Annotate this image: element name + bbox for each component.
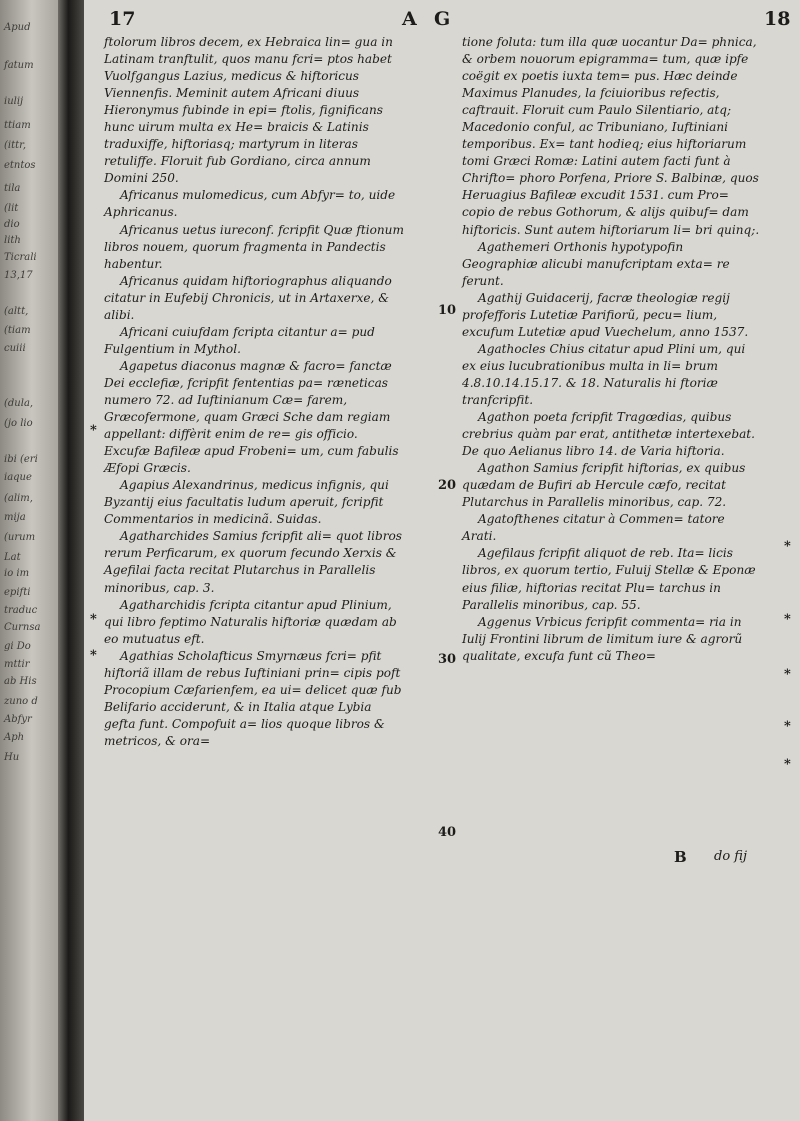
margin-mark: * [784, 612, 791, 627]
gutter-fragment: Ticrali [4, 252, 37, 263]
gutter-fragment: (urum [4, 532, 36, 543]
entry-paragraph: tione foluta: tum illa quæ uocantur Da= phnica, & orbem nouorum epigramma= tum, quæ ipfe coëgit ex poetis iuxta tem= pus. Hæc deinde Maximus Planudes, la fciuioribus refectis, caftrauit. Floruit cum Paulo Silentiario, atq; Macedonio conful, ac Tribuniano, Iuftiniani temporibus. Ex= tant hodieq; eius hiftoriarum tomi Græci Romæ: Latini autem facti funt à Chrifto= phoro Porfena, Priore S. Balbinæ, quos Heruagius Bafileæ excudit 1531. cum Pro= copio de rebus Gothorum, & alijs quibuf= dam hiftoricis. Sunt autem hiftoriarum li= bri quinq;. [462, 35, 760, 237]
margin-mark: * [784, 667, 791, 682]
gutter-fragment: (dula, [4, 398, 34, 409]
entry-paragraph: Africanus quidam hiftoriographus aliquando citatur in Eufebij Chronicis, ut in Artaxerxe, & alibi. [104, 273, 392, 322]
gutter-fragment: gi Do [4, 641, 31, 652]
entry-paragraph: Agathon poeta fcripfit Tragœdias, quibus crebrius quàm par erat, antithetæ intertexebat. De quo Aelianus libro 14. de Varia hiftoria. [462, 410, 755, 459]
entry-paragraph: Agapetus diaconus magnæ & facro= fanctæ Dei ecclefiæ, fcripfit fententias pa= ræneticas numero 72. ad Iuftinianum Cæ= farem, Græcofermone, quam Græci Sche dam regiam appellant: diffèrit enim de re= gis officio. Excufæ Bafileæ apud Frobeni= um, cum fabulis Æfopi Græcis. [104, 358, 399, 476]
gutter-fragment: tila [4, 183, 21, 194]
gutter-fragment: Curnsa [4, 622, 41, 633]
gutter-fragment: io im [4, 568, 30, 579]
entry-paragraph: ftolorum libros decem, ex Hebraica lin= gua in Latinam tranftulit, quos manu fcri= ptos habet Vuolfgangus Lazius, medicus & hiftoricus Viennenfis. Meminit autem Africani diuus Hieronymus fubinde in epi= ftolis, fignificans hunc uirum multa ex He= braicis & Latinis traduxiffe, hiftoriasq; martyrum in literas retuliffe. Floruit fub Gordiano, circa annum Domini 250. [104, 35, 393, 186]
gutter-fragment: lith [4, 235, 21, 246]
line-number: 20 [438, 478, 457, 493]
entry-paragraph: Agathij Guidacerij, facræ theologiæ regij profefforis Lutetiæ Parifiorũ, pecu= lium, excufum Lutetiæ apud Vuechelum, anno 1537. [462, 290, 749, 339]
gutter-fragment: (tiam [4, 325, 31, 336]
gutter-fragment: cuiii [4, 343, 26, 354]
left-column [104, 34, 404, 750]
gutter-fragment: (lit [4, 203, 19, 214]
entry-paragraph: Aggenus Vrbicus fcripfit commenta= ria in Iulij Frontini librum de limitum iure & agrorũ qualitate, excufa funt cũ Theo= [462, 614, 743, 663]
entry-paragraph: Agatofthenes citatur à Commen= tatore Arati. [462, 512, 725, 544]
margin-mark: * [784, 757, 791, 772]
margin-mark: * [784, 539, 791, 554]
margin-mark: * [90, 423, 97, 438]
gutter-fragment: ab His [4, 676, 37, 687]
entry-paragraph: Agefilaus fcripfit aliquot de reb. Ita= licis libros, ex quorum tertio, Fuluij Stellæ & Eponæ eius filiæ, hiftorias recitat Plu= tarchus in Parallelis minoribus, cap. 55. [462, 546, 756, 612]
gutter-fragment: zuno d [4, 696, 38, 707]
margin-mark: * [784, 719, 791, 734]
gutter-fragment: Abfyr [4, 714, 32, 725]
gutter-fragment: 13,17 [4, 270, 33, 281]
gutter-fragment: dio [4, 219, 20, 230]
gutter-fragment: (jo lio [4, 418, 33, 429]
catchword: do fij [714, 849, 747, 864]
gutter-fragment: ibi (eri [4, 454, 38, 465]
gutter-fragment: (ittr, [4, 140, 26, 151]
gutter-fragment: Hu [4, 752, 20, 763]
line-number: 40 [438, 825, 457, 840]
entry-paragraph: Agathias Scholafticus Smyrnæus fcri= pfit hiftoriã illam de rebus Iuftiniani prin= cipis poft Procopium Cæfarienfem, ea ui= delicet quæ fub Belifario acciderunt, & in Italia atque Lybia gefta funt. Compofuit a= lios quoque libros & metricos, & ora= [104, 648, 402, 748]
entry-paragraph: Africanus uetus iureconf. fcripfit Quæ ftionum libros nouem, quorum fragmenta in Pandectis habentur. [104, 222, 404, 271]
entry-paragraph: Agathocles Chius citatur apud Plini um, qui ex eius lucubrationibus multa in li= brum 4.8.10.14.15.17. & 18. Naturalis hi ftoriæ tranfcripfit. [462, 341, 746, 407]
entry-paragraph: Agapius Alexandrinus, medicus infignis, qui Byzantij eius facultatis ludum aperuit, fcripfit Commentarios in medicinã. Suidas. [104, 478, 389, 527]
gutter-fragment: Lat [4, 552, 21, 563]
gutter-fragment: epifti [4, 587, 31, 598]
book-spine-shadow [58, 0, 84, 1121]
facing-page-gutter [0, 0, 58, 1121]
margin-mark: * [90, 648, 97, 663]
line-number: 30 [438, 652, 457, 667]
right-column [462, 34, 762, 665]
gutter-fragment: mija [4, 512, 26, 523]
gutter-fragment: ttiam [4, 120, 31, 131]
gutter-fragment: iaque [4, 472, 32, 483]
entry-paragraph: Agathemeri Orthonis hypotypofin Geographiæ alicubi manufcriptam exta= re ferunt. [462, 239, 730, 288]
catchword-signature: B [674, 848, 687, 866]
page-number-left: 17 [109, 8, 136, 30]
gutter-fragment: etntos [4, 160, 36, 171]
gutter-fragment: mttir [4, 659, 30, 670]
entry-paragraph: Africanus mulomedicus, cum Abfyr= to, uide Aphricanus. [104, 188, 396, 220]
gutter-fragment: Apud [4, 22, 31, 33]
entry-paragraph: Agatharchidis fcripta citantur apud Plinium, qui libro feptimo Naturalis hiftoriæ quædam ab eo mutuatus eft. [104, 597, 397, 646]
gutter-fragment: (alim, [4, 493, 33, 504]
gutter-fragment: traduc [4, 605, 38, 616]
line-number: 10 [438, 303, 457, 318]
margin-mark: * [90, 612, 97, 627]
book-page [84, 0, 800, 1121]
entry-paragraph: Agathon Samius fcripfit hiftorias, ex quibus quædam de Bufiri ab Hercule cæfo, recitat Plutarchus in Parallelis minoribus, cap. 72. [462, 461, 746, 510]
gutter-fragment: Aph [4, 732, 25, 743]
gutter-fragment: fatum [4, 60, 34, 71]
gutter-fragment: (altt, [4, 306, 29, 317]
page-number-right: 18 [764, 8, 791, 30]
signature-letter-a: A [402, 8, 417, 30]
gutter-fragment: iulij [4, 96, 24, 107]
entry-paragraph: Africani cuiufdam fcripta citantur a= pud Fulgentium in Mythol. [104, 324, 375, 356]
entry-paragraph: Agatharchides Samius fcripfit ali= quot libros rerum Perficarum, ex quorum fecundo Xerxis & Agefilai facta recitat Plutarchus in Parallelis minoribus, cap. 3. [104, 529, 402, 595]
signature-letter-g: G [434, 8, 451, 30]
